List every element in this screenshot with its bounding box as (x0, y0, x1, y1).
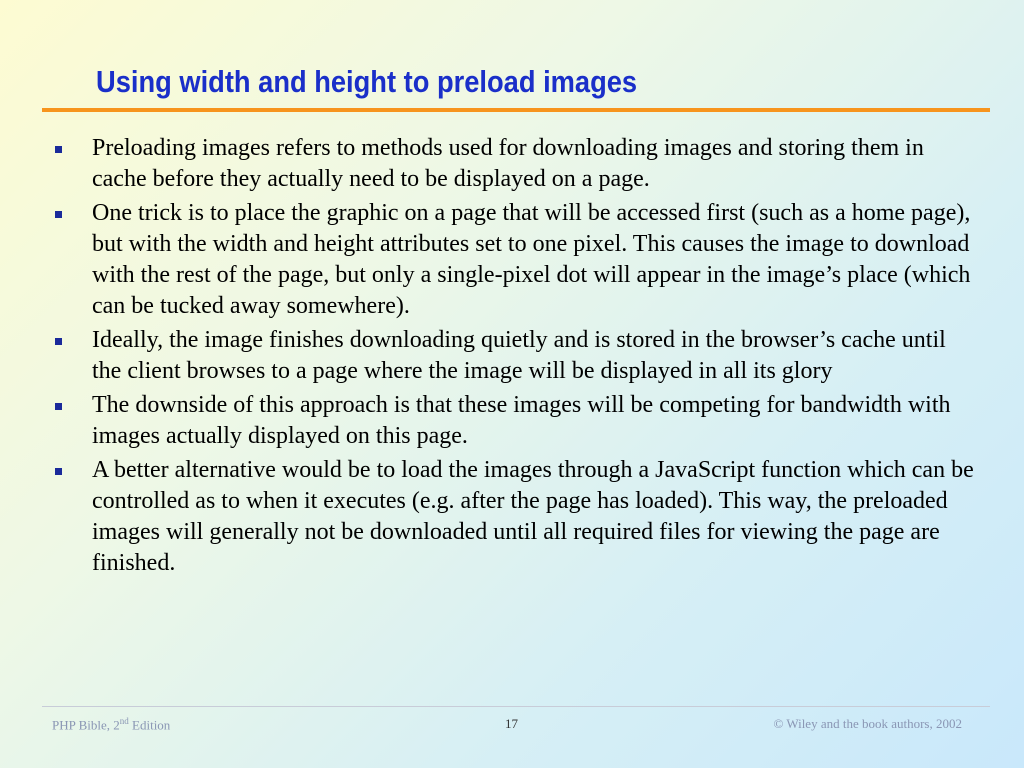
square-bullet-icon (55, 211, 62, 218)
footer-book-superscript: nd (119, 716, 129, 726)
page-number: 17 (505, 716, 518, 731)
footer-copyright: © Wiley and the book authors, 2002 (773, 716, 962, 731)
bullet-text: Ideally, the image finishes downloading quietly and is stored in the browser’s cache until the client browses to a page where the image will be displayed in all its glory (92, 327, 946, 384)
title-underline (42, 108, 990, 112)
footer-divider (42, 706, 990, 707)
bullet-item (50, 325, 980, 387)
footer-book-prefix: PHP Bible, 2 (52, 717, 120, 733)
bullet-list (50, 133, 980, 582)
footer-book-suffix: Edition (128, 717, 171, 733)
square-bullet-icon (55, 403, 62, 410)
footer-book-title (52, 716, 170, 733)
square-bullet-icon (55, 468, 62, 475)
bullet-text: The downside of this approach is that these images will be competing for bandwidth with images actually displayed on this page. (92, 392, 951, 449)
bullet-item (50, 455, 980, 579)
square-bullet-icon (55, 146, 62, 153)
bullet-text: One trick is to place the graphic on a page that will be accessed first (such as a home page), but with the width and height attributes set to one pixel. This causes the image to download with the rest of the page, but only a single-pixel dot will appear in the image’s place (which can be tucked away somewhere). (92, 200, 971, 319)
bullet-item (50, 198, 980, 322)
slide-title: Using width and height to preload images (96, 64, 638, 99)
bullet-text: A better alternative would be to load the images through a JavaScript function which can be controlled as to when it executes (e.g. after the page has loaded). This way, the preloaded images will generally not be downloaded until all required files for viewing the page are finished. (92, 457, 974, 576)
bullet-item (50, 390, 980, 452)
bullet-item (50, 133, 980, 195)
square-bullet-icon (55, 338, 62, 345)
bullet-text: Preloading images refers to methods used for downloading images and storing them in cache before they actually need to be displayed on a page. (92, 135, 924, 192)
